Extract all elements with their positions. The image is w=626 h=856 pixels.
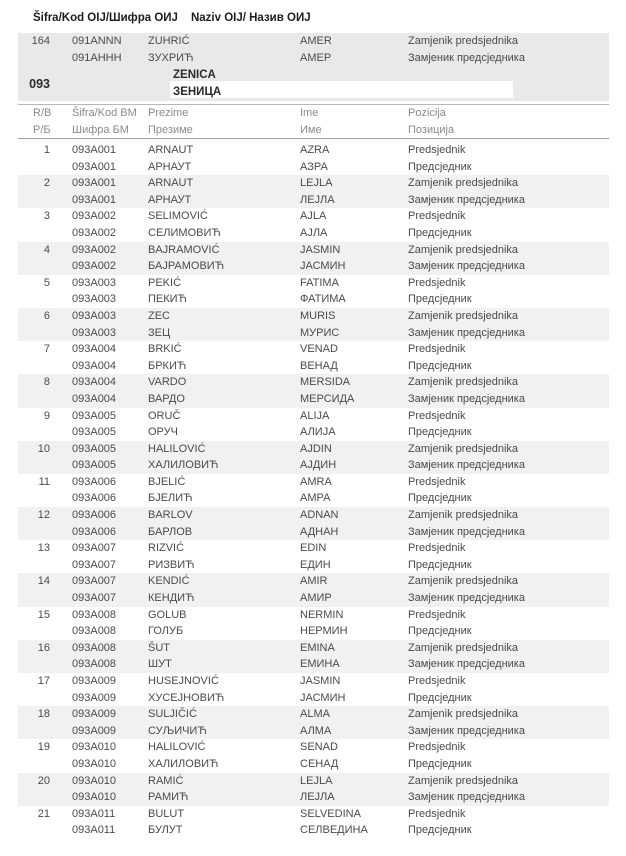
surname-latin: SELIMOVIĆ xyxy=(148,210,208,223)
row-line-latin xyxy=(18,242,609,259)
surname-cyrillic: БРКИЋ xyxy=(148,359,187,372)
row-line-cyrillic xyxy=(18,225,609,242)
position-cyrillic: Замјеник предсједника xyxy=(408,525,525,538)
position-latin: Zamjenik predsjednika xyxy=(408,243,519,256)
code-latin: 093A005 xyxy=(72,442,117,455)
oij-name-cyrillic: АМЕР xyxy=(300,52,332,64)
surname-cyrillic: БАЈРАМОВИЋ xyxy=(148,260,225,273)
row-line-cyrillic xyxy=(18,557,609,574)
row-line-latin xyxy=(18,175,609,192)
position-cyrillic: Замјеник предсједника xyxy=(408,459,525,472)
row-line-latin xyxy=(18,208,609,225)
code-cyrillic: 093A010 xyxy=(72,757,117,770)
row-line-cyrillic xyxy=(18,524,609,541)
oij-row-latin xyxy=(18,33,609,50)
header-position-cyrillic: Позиција xyxy=(408,123,455,136)
surname-latin: ŠUT xyxy=(148,641,170,654)
code-latin: 093A001 xyxy=(72,144,117,156)
row-line-cyrillic xyxy=(18,623,609,640)
name-cyrillic: МЕРСИДА xyxy=(300,392,355,405)
position-cyrillic: Предсједник xyxy=(408,824,472,837)
code-latin: 093A004 xyxy=(72,343,117,356)
row-line-latin xyxy=(18,640,609,657)
position-latin: Zamjenik predsjednika xyxy=(408,309,519,322)
surname-cyrillic: ХАЛИЛОВИЋ xyxy=(148,459,219,472)
row-line-cyrillic xyxy=(18,656,609,673)
header-code-cyrillic: Шифра БМ xyxy=(72,123,129,136)
surname-cyrillic: ЗЕЦ xyxy=(148,326,171,339)
position-latin: Zamjenik predsjednika xyxy=(408,442,519,455)
code-cyrillic: 093A008 xyxy=(72,625,117,638)
name-cyrillic: АЛИЈА xyxy=(300,426,336,439)
code-latin: 093A011 xyxy=(72,807,116,820)
row-line-cyrillic xyxy=(18,756,609,773)
position-latin: Predsjednik xyxy=(408,741,466,754)
row-line-latin xyxy=(18,441,609,458)
row-line-latin xyxy=(18,739,609,756)
code-latin: 093A010 xyxy=(72,774,117,787)
row-number: 2 xyxy=(43,177,50,190)
code-cyrillic: 093A005 xyxy=(72,459,117,472)
row-line-latin xyxy=(18,573,609,590)
code-cyrillic: 093A004 xyxy=(72,359,117,372)
position-latin: Predsjednik xyxy=(408,807,466,820)
code-latin: 093A009 xyxy=(72,675,117,687)
code-cyrillic: 093A002 xyxy=(72,226,117,239)
row-line-latin xyxy=(18,806,609,823)
row-line-latin xyxy=(18,507,609,524)
table-row xyxy=(18,374,609,407)
row-line-latin xyxy=(18,673,609,690)
position-cyrillic: Предсједник xyxy=(408,757,472,770)
oij-code-cyrillic: 091АННН xyxy=(72,52,122,64)
row-number: 14 xyxy=(37,575,50,588)
table-row xyxy=(18,208,609,241)
row-line-cyrillic xyxy=(18,457,609,474)
row-line-cyrillic xyxy=(18,192,609,209)
position-latin: Predsjednik xyxy=(408,144,466,156)
code-cyrillic: 093A007 xyxy=(72,558,117,571)
position-cyrillic: Предсједник xyxy=(408,558,472,571)
row-line-latin xyxy=(18,341,609,358)
surname-cyrillic: РАМИЋ xyxy=(148,791,189,804)
row-number: 19 xyxy=(37,741,50,754)
position-latin: Zamjenik predsjednika xyxy=(408,708,519,721)
name-cyrillic: ЛЕЈЛА xyxy=(300,193,335,206)
position-latin: Zamjenik predsjednika xyxy=(408,774,519,787)
oij-position-latin: Zamjenik predsjednika xyxy=(408,35,519,47)
row-number: 16 xyxy=(37,641,50,654)
name-latin: ALMA xyxy=(300,708,330,721)
code-cyrillic: 093A009 xyxy=(72,691,117,704)
row-line-latin xyxy=(18,773,609,790)
name-cyrillic: МУРИС xyxy=(300,326,340,339)
table-row xyxy=(18,706,609,739)
surname-latin: HUSEJNOVIĆ xyxy=(148,675,219,687)
table-row xyxy=(18,773,609,806)
oij-row-number: 164 xyxy=(31,35,50,47)
row-line-cyrillic xyxy=(18,358,609,375)
row-number: 5 xyxy=(43,276,50,289)
position-latin: Predsjednik xyxy=(408,343,466,356)
name-latin: AMRA xyxy=(300,475,332,488)
name-cyrillic: ВЕНАД xyxy=(300,359,338,372)
surname-latin: RIZVIĆ xyxy=(148,542,185,555)
row-line-latin xyxy=(18,706,609,723)
code-latin: 093A004 xyxy=(72,376,117,389)
position-cyrillic: Замјеник предсједника xyxy=(408,724,525,737)
surname-cyrillic: АРНАУТ xyxy=(148,160,192,173)
code-latin: 093A008 xyxy=(72,641,117,654)
row-line-latin xyxy=(18,142,609,159)
title-oij-name-label: Naziv OIJ/ Назив ОИЈ xyxy=(190,12,311,24)
row-line-cyrillic xyxy=(18,424,609,441)
surname-latin: VARDO xyxy=(148,376,187,389)
surname-latin: RAMIĆ xyxy=(148,774,184,787)
table-row xyxy=(18,806,609,839)
row-line-latin xyxy=(18,308,609,325)
table-row xyxy=(18,739,609,772)
table-row xyxy=(18,275,609,308)
surname-latin: HALILOVIĆ xyxy=(148,442,206,455)
name-latin: MERSIDA xyxy=(300,376,351,389)
surname-latin: BJELIĆ xyxy=(148,475,186,488)
position-latin: Predsjednik xyxy=(408,276,466,289)
name-cyrillic: ЈАСМИН xyxy=(300,260,346,273)
surname-latin: ZEC xyxy=(148,309,170,322)
surname-latin: SULJIČIĆ xyxy=(148,708,197,721)
code-latin: 093A008 xyxy=(72,608,117,621)
table-row xyxy=(18,142,609,175)
name-cyrillic: АМИР xyxy=(300,592,332,605)
row-number: 1 xyxy=(43,144,50,156)
title-oij-code-label: Šifra/Kod OIJ/Шифра ОИЈ xyxy=(33,12,178,24)
position-cyrillic: Предсједник xyxy=(408,426,472,439)
table-row xyxy=(18,640,609,673)
surname-cyrillic: ПЕКИЋ xyxy=(148,293,187,306)
position-cyrillic: Предсједник xyxy=(408,160,472,173)
surname-cyrillic: ХАЛИЛОВИЋ xyxy=(148,757,219,770)
row-line-latin xyxy=(18,540,609,557)
name-cyrillic: СЕНАД xyxy=(300,757,339,770)
position-cyrillic: Замјеник предсједника xyxy=(408,791,525,804)
row-line-latin xyxy=(18,275,609,292)
code-cyrillic: 093A005 xyxy=(72,426,117,439)
code-cyrillic: 093A006 xyxy=(72,525,117,538)
row-line-cyrillic xyxy=(18,325,609,342)
name-latin: SELVEDINA xyxy=(300,807,361,820)
name-latin: ADNAN xyxy=(300,509,339,522)
name-latin: AJDIN xyxy=(300,442,332,455)
row-number: 10 xyxy=(37,442,50,455)
name-cyrillic: АМРА xyxy=(300,492,331,505)
code-latin: 093A003 xyxy=(72,276,117,289)
code-latin: 093A009 xyxy=(72,708,117,721)
surname-cyrillic: АРНАУТ xyxy=(148,193,192,206)
surname-latin: BRKIĆ xyxy=(148,343,182,356)
name-latin: ALIJA xyxy=(300,409,330,422)
table-row xyxy=(18,540,609,573)
row-line-latin xyxy=(18,408,609,425)
row-line-cyrillic xyxy=(18,490,609,507)
table-row xyxy=(18,607,609,640)
name-latin: EDIN xyxy=(300,542,327,555)
position-latin: Zamjenik predsjednika xyxy=(408,376,519,389)
code-latin: 093A010 xyxy=(72,741,117,754)
code-cyrillic: 093A003 xyxy=(72,293,117,306)
name-latin: AJLA xyxy=(300,210,327,223)
surname-cyrillic: БАРЛОВ xyxy=(148,525,193,538)
row-line-latin xyxy=(18,474,609,491)
municipality-row-latin xyxy=(18,67,609,84)
oij-position-cyrillic: Замјеник предсједника xyxy=(408,52,525,64)
row-number: 9 xyxy=(43,409,50,422)
row-number: 7 xyxy=(43,343,50,356)
code-latin: 093A007 xyxy=(72,575,117,588)
code-latin: 093A005 xyxy=(72,409,117,422)
code-cyrillic: 093A006 xyxy=(72,492,117,505)
position-latin: Zamjenik predsjednika xyxy=(408,575,519,588)
code-cyrillic: 093A009 xyxy=(72,724,117,737)
row-number: 13 xyxy=(37,542,50,555)
name-latin: FATIMA xyxy=(300,276,339,289)
surname-latin: HALILOVIĆ xyxy=(148,741,206,754)
surname-latin: ARNAUT xyxy=(148,144,194,156)
code-cyrillic: 093A007 xyxy=(72,592,117,605)
position-cyrillic: Замјеник предсједника xyxy=(408,592,525,605)
municipality-name-cyrillic: ЗЕНИЦА xyxy=(173,86,222,98)
header-surname-cyrillic: Презиме xyxy=(148,123,193,136)
name-latin: AMIR xyxy=(300,575,328,588)
code-latin: 093A002 xyxy=(72,243,117,256)
header-rb-latin: R/B xyxy=(33,107,52,119)
surname-latin: PEKIĆ xyxy=(148,276,182,289)
name-cyrillic: АЛМА xyxy=(300,724,332,737)
position-cyrillic: Предсједник xyxy=(408,492,472,505)
oij-surname-cyrillic: ЗУХРИЋ xyxy=(148,52,194,64)
table-header-latin xyxy=(18,105,609,122)
municipality-name-latin: ZENICA xyxy=(173,69,216,81)
header-position-latin: Pozicija xyxy=(408,107,446,119)
position-latin: Predsjednik xyxy=(408,475,466,488)
name-latin: LEJLA xyxy=(300,774,333,787)
row-number: 3 xyxy=(43,210,50,223)
table-row xyxy=(18,175,609,208)
surname-latin: ARNAUT xyxy=(148,177,194,190)
table-row xyxy=(18,341,609,374)
table-row xyxy=(18,441,609,474)
surname-latin: BAJRAMOVIĆ xyxy=(148,243,220,256)
name-cyrillic: ФАТИМА xyxy=(300,293,346,306)
surname-cyrillic: БУЛУТ xyxy=(148,824,183,837)
name-cyrillic: СЕЛВЕДИНА xyxy=(300,824,368,837)
position-latin: Predsjednik xyxy=(408,608,466,621)
code-cyrillic: 093A003 xyxy=(72,326,117,339)
position-cyrillic: Предсједник xyxy=(408,691,472,704)
table-header xyxy=(18,104,609,139)
surname-cyrillic: БЈЕЛИЋ xyxy=(148,492,193,505)
table-row xyxy=(18,242,609,275)
position-cyrillic: Замјеник предсједника xyxy=(408,326,525,339)
position-cyrillic: Замјеник предсједника xyxy=(408,260,525,273)
name-cyrillic: ЈАСМИН xyxy=(300,691,346,704)
position-cyrillic: Предсједник xyxy=(408,625,472,638)
position-cyrillic: Предсједник xyxy=(408,293,472,306)
code-latin: 093A001 xyxy=(72,177,117,190)
municipality-row-cyrillic xyxy=(18,84,609,101)
row-number: 18 xyxy=(37,708,50,721)
row-number: 11 xyxy=(38,475,50,488)
surname-cyrillic: РИЗВИЋ xyxy=(148,558,195,571)
surname-cyrillic: СУЉИЧИЋ xyxy=(148,724,207,737)
row-line-cyrillic xyxy=(18,159,609,176)
position-cyrillic: Замјеник предсједника xyxy=(408,193,525,206)
name-cyrillic: АЗРА xyxy=(300,160,328,173)
row-line-cyrillic xyxy=(18,258,609,275)
row-line-cyrillic xyxy=(18,822,609,839)
table-row xyxy=(18,408,609,441)
name-latin: MURIS xyxy=(300,309,336,322)
name-latin: JASMIN xyxy=(300,243,341,256)
surname-cyrillic: ХУСЕЈНОВИЋ xyxy=(148,691,225,704)
name-latin: EMINA xyxy=(300,641,335,654)
row-number: 12 xyxy=(37,509,50,522)
code-cyrillic: 093A004 xyxy=(72,392,117,405)
row-number: 6 xyxy=(43,309,50,322)
position-latin: Zamjenik predsjednika xyxy=(408,641,519,654)
row-number: 17 xyxy=(37,675,50,687)
name-cyrillic: ЛЕЈЛА xyxy=(300,791,335,804)
position-cyrillic: Предсједник xyxy=(408,359,472,372)
row-line-cyrillic xyxy=(18,391,609,408)
name-cyrillic: ЕДИН xyxy=(300,558,331,571)
document-title xyxy=(33,12,311,24)
name-cyrillic: АЈЛА xyxy=(300,226,328,239)
table-row xyxy=(18,507,609,540)
name-cyrillic: ЕМИНА xyxy=(300,658,340,671)
position-latin: Zamjenik predsjednika xyxy=(408,509,519,522)
name-latin: JASMIN xyxy=(300,675,341,687)
position-latin: Predsjednik xyxy=(408,210,466,223)
surname-latin: GOLUB xyxy=(148,608,187,621)
row-line-cyrillic xyxy=(18,291,609,308)
header-name-latin: Ime xyxy=(300,107,319,119)
surname-latin: ORUČ xyxy=(148,409,181,422)
row-line-latin xyxy=(18,607,609,624)
surname-latin: BARLOV xyxy=(148,509,193,522)
oij-name-latin: AMER xyxy=(300,35,332,47)
position-latin: Predsjednik xyxy=(408,542,466,555)
table-header-cyrillic xyxy=(18,122,609,139)
position-cyrillic: Замјеник предсједника xyxy=(408,658,525,671)
row-number: 4 xyxy=(43,243,50,256)
name-latin: AZRA xyxy=(300,144,330,156)
name-latin: SENAD xyxy=(300,741,338,754)
code-cyrillic: 093A008 xyxy=(72,658,117,671)
table-row xyxy=(18,673,609,706)
municipality-code: 093 xyxy=(29,77,50,91)
row-line-cyrillic xyxy=(18,723,609,740)
table-row xyxy=(18,474,609,507)
oij-row-cyrillic xyxy=(18,50,609,67)
code-latin: 093A006 xyxy=(72,509,117,522)
header-name-cyrillic: Име xyxy=(300,123,322,136)
position-latin: Zamjenik predsjednika xyxy=(408,177,519,190)
name-cyrillic: НЕРМИН xyxy=(300,625,348,638)
table-row xyxy=(18,573,609,606)
code-cyrillic: 093A001 xyxy=(72,160,117,173)
surname-cyrillic: КЕНДИЋ xyxy=(148,592,195,605)
code-latin: 093A003 xyxy=(72,309,117,322)
row-number: 8 xyxy=(43,376,50,389)
header-code-latin: Šifra/Kod BM xyxy=(72,107,137,119)
row-line-latin xyxy=(18,374,609,391)
name-latin: VENAD xyxy=(300,343,338,356)
surname-cyrillic: СЕЛИМОВИЋ xyxy=(148,226,221,239)
table-body xyxy=(18,142,609,839)
row-line-cyrillic xyxy=(18,690,609,707)
header-surname-latin: Prezime xyxy=(148,107,189,119)
name-latin: NERMIN xyxy=(300,608,344,621)
code-latin: 093A002 xyxy=(72,210,117,223)
code-cyrillic: 093A011 xyxy=(72,824,116,837)
row-number: 20 xyxy=(37,774,50,787)
position-cyrillic: Предсједник xyxy=(408,226,472,239)
row-number: 21 xyxy=(37,807,50,820)
surname-cyrillic: ВАРДО xyxy=(148,392,185,405)
code-cyrillic: 093A010 xyxy=(72,791,117,804)
position-cyrillic: Замјеник предсједника xyxy=(408,392,525,405)
code-cyrillic: 093A001 xyxy=(72,193,117,206)
surname-latin: KENDIĆ xyxy=(148,575,190,588)
surname-latin: BULUT xyxy=(148,807,185,820)
position-latin: Predsjednik xyxy=(408,409,466,422)
surname-cyrillic: ШУТ xyxy=(148,658,172,671)
name-latin: LEJLA xyxy=(300,177,333,190)
oij-code-latin: 091ANNN xyxy=(72,35,122,47)
row-line-cyrillic xyxy=(18,590,609,607)
row-number: 15 xyxy=(37,608,50,621)
position-latin: Predsjednik xyxy=(408,675,466,687)
header-rb-cyrillic: Р/Б xyxy=(33,123,51,136)
table-row xyxy=(18,308,609,341)
code-latin: 093A007 xyxy=(72,542,117,555)
name-cyrillic: АЈДИН xyxy=(300,459,337,472)
oij-surname-latin: ZUHRIĆ xyxy=(148,35,190,47)
surname-cyrillic: ОРУЧ xyxy=(148,426,178,439)
row-line-cyrillic xyxy=(18,789,609,806)
oij-summary-block xyxy=(18,33,609,101)
surname-cyrillic: ГОЛУБ xyxy=(148,625,184,638)
name-cyrillic: АДНАН xyxy=(300,525,339,538)
code-cyrillic: 093A002 xyxy=(72,260,117,273)
code-latin: 093A006 xyxy=(72,475,117,488)
